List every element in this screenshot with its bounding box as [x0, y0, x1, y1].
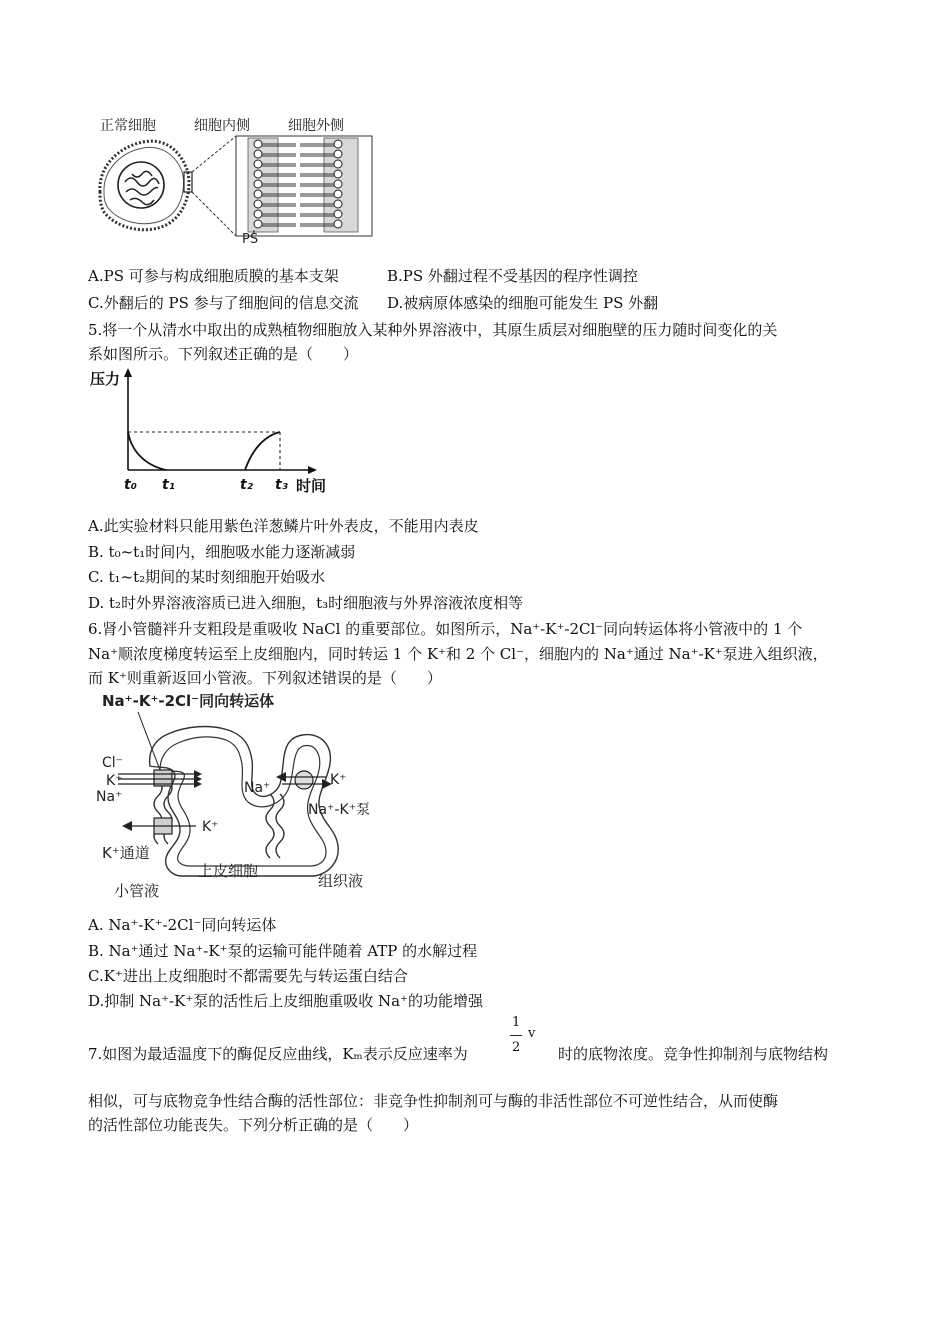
- q7-frac-v: v: [528, 1026, 536, 1041]
- q5-ylabel: 压力: [90, 370, 121, 388]
- q6-label-k-channel: K⁺通道: [102, 844, 150, 862]
- q5-curve-decline: [128, 432, 166, 470]
- q5-curve-rise: [245, 432, 280, 470]
- q7-frac-denominator: 2: [512, 1040, 521, 1055]
- q6-stem-1: 6.肾小管髓袢升支粗段是重吸收 NaCl 的重要部位。如图所示，Na⁺-K⁺-2Cl⁻同向转运体将小管液中的 1 个: [88, 620, 803, 638]
- lipid-head: [334, 140, 342, 148]
- q6-kidney-figure: [88, 690, 388, 902]
- q6-option-a: A. Na⁺-K⁺-2Cl⁻同向转运体: [88, 916, 277, 934]
- q6-label-k-low: K⁺: [202, 819, 219, 835]
- q5-pressure-chart: [88, 366, 338, 498]
- q5-option-a: A.此实验材料只能用紫色洋葱鳞片叶外表皮，不能用内表皮: [88, 517, 479, 535]
- lipid-head: [254, 150, 262, 158]
- q7-frac-bar: [510, 1035, 522, 1036]
- q4-option-c: C.外翻后的 PS 参与了细胞间的信息交流: [88, 294, 359, 312]
- lipid-head: [254, 200, 262, 208]
- lipid-head: [334, 180, 342, 188]
- q6-label-tubular-fluid: 小管液: [114, 882, 160, 900]
- q6-label-epithelial: 上皮细胞: [198, 862, 259, 880]
- q6-label-k-right: K⁺: [330, 772, 347, 788]
- q6-option-c: C.K⁺进出上皮细胞时不都需要先与转运蛋白结合: [88, 967, 408, 985]
- q4-label-inner: 细胞内侧: [194, 118, 250, 134]
- q5-stem-2: 系如图所示。下列叙述正确的是（ ）: [88, 345, 359, 363]
- q6-nak-pump: [295, 771, 313, 789]
- lipid-head: [334, 190, 342, 198]
- q5-tick-t1: t₁: [162, 477, 175, 493]
- q4-membrane-figure: [88, 112, 388, 247]
- q6-label-cl: Cl⁻: [102, 755, 124, 771]
- q6-label-tissue-fluid: 组织液: [318, 872, 364, 890]
- q7-stem-2: 相似，可与底物竞争性结合酶的活性部位：非竞争性抑制剂可与酶的非活性部位不可逆性结合，从而使酶: [88, 1092, 779, 1110]
- q4-label-normal-cell: 正常细胞: [100, 118, 156, 134]
- q6-label-na-right: Na⁺: [244, 780, 271, 796]
- lipid-head: [254, 140, 262, 148]
- q5-tick-t2: t₂: [240, 477, 253, 493]
- q6-stem-3: 而 K⁺则重新返回小管液。下列叙述错误的是（ ）: [88, 669, 442, 687]
- q5-tick-t3: t₃: [275, 477, 288, 493]
- q7-stem-3: 的活性部位功能丧失。下列分析正确的是（ ）: [88, 1116, 419, 1134]
- q6-option-d: D.抑制 Na⁺-K⁺泵的活性后上皮细胞重吸收 Na⁺的功能增强: [88, 992, 483, 1010]
- q7-stem-1b: 时的底物浓度。竞争性抑制剂与底物结构: [558, 1045, 829, 1063]
- lipid-head: [254, 170, 262, 178]
- q6-option-b: B. Na⁺通过 Na⁺-K⁺泵的运输可能伴随着 ATP 的水解过程: [88, 942, 478, 960]
- q5-option-d: D. t₂时外界溶液溶质已进入细胞，t₃时细胞液与外界溶液浓度相等: [88, 594, 524, 612]
- q5-tick-t0: t₀: [124, 477, 137, 493]
- lipid-head: [334, 200, 342, 208]
- q6-epithelial-inner: [160, 737, 326, 866]
- q4-option-b: B.PS 外翻过程不受基因的程序性调控: [387, 267, 638, 285]
- lipid-head: [334, 160, 342, 168]
- q5-xlabel: 时间: [296, 477, 327, 495]
- lipid-head: [254, 220, 262, 228]
- q6-label-k: K⁺: [106, 773, 123, 789]
- lipid-head: [254, 160, 262, 168]
- q6-label-cotransporter: Na⁺-K⁺-2Cl⁻同向转运体: [102, 692, 275, 710]
- lipid-head: [334, 150, 342, 158]
- lipid-head: [254, 210, 262, 218]
- q5-option-b: B. t₀~t₁时间内，细胞吸水能力逐渐减弱: [88, 543, 356, 561]
- q6-label-na: Na⁺: [96, 789, 123, 805]
- q7-frac-numerator: 1: [512, 1015, 521, 1030]
- lipid-head: [334, 220, 342, 228]
- q5-option-c: C. t₁~t₂期间的某时刻细胞开始吸水: [88, 568, 326, 586]
- q4-option-a: A.PS 可参与构成细胞质膜的基本支架: [88, 267, 339, 285]
- q6-stem-2: Na⁺顺浓度梯度转运至上皮细胞内，同时转运 1 个 K⁺和 2 个 Cl⁻，细胞内的 Na⁺通过 Na⁺-K⁺泵进入组织液，: [88, 645, 828, 663]
- q4-label-outer: 细胞外侧: [288, 118, 344, 134]
- lipid-head: [254, 190, 262, 198]
- q7-stem-1a: 7.如图为最适温度下的酶促反应曲线，Kₘ表示反应速率为: [88, 1045, 468, 1063]
- q6-label-pump: Na⁺-K⁺泵: [308, 802, 371, 818]
- lipid-head: [334, 170, 342, 178]
- q4-label-ps: PS: [242, 232, 259, 247]
- q5-stem-1: 5.将一个从清水中取出的成熟植物细胞放入某种外界溶液中，其原生质层对细胞壁的压力随时间变化的关: [88, 321, 778, 339]
- lipid-head: [254, 180, 262, 188]
- lipid-head: [334, 210, 342, 218]
- q4-option-d: D.被病原体感染的细胞可能发生 PS 外翻: [387, 294, 659, 312]
